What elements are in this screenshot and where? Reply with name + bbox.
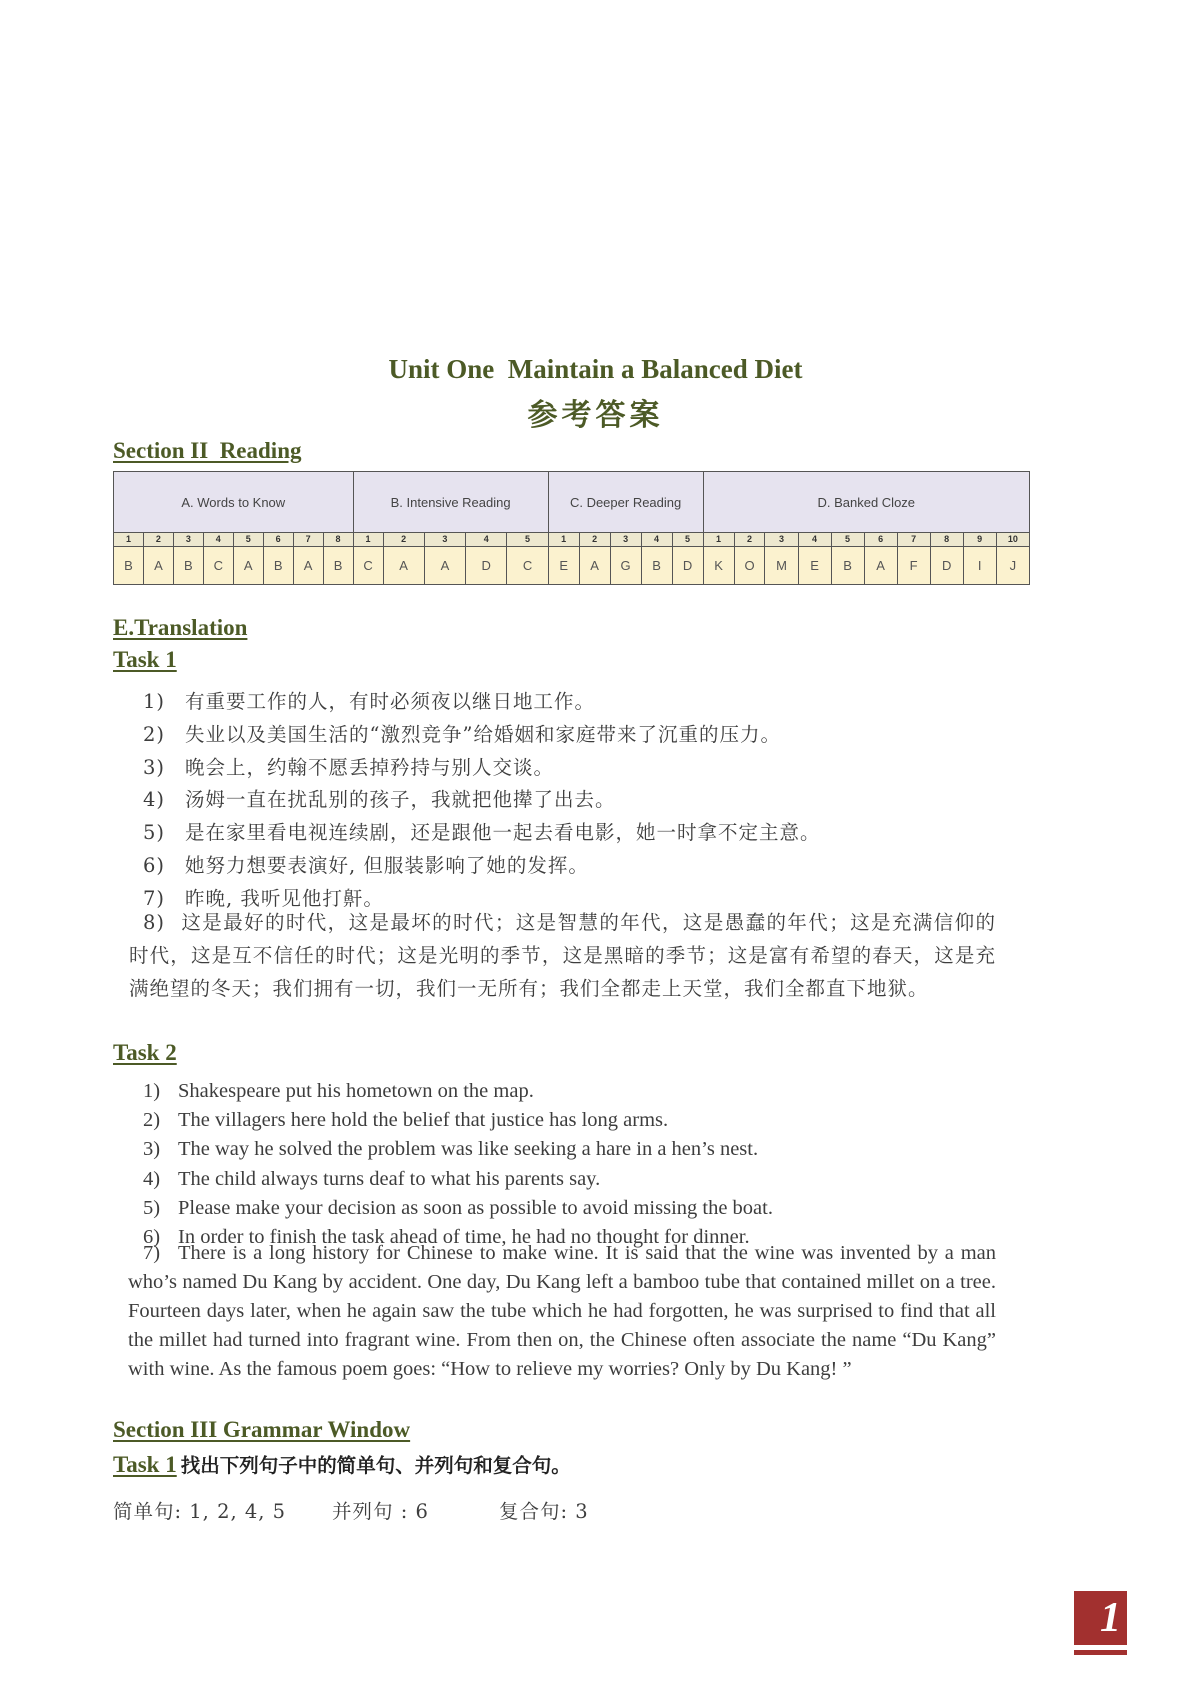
table-group-title: D. Banked Cloze (703, 472, 1029, 533)
question-number-cell: 2 (383, 533, 424, 547)
grammar-task1 (113, 1450, 571, 1478)
task2-item-text: Shakespeare put his hometown on the map. (178, 1080, 534, 1102)
task2-item-text: There is a long history for Chinese to make wine. It is said that the wine was invented by a man who’s named Du Kang by accident. One day, Du Kang left a bamboo tube that contained millet on a tree. Fourteen days later, when he again saw the tube which he had forgotten, he was surprised to find that all the millet had turned into fragrant wine. From then on, the Chinese often associate the name “Du Kang” with wine. As the famous poem goes: “How to relieve my worries? Only by Du Kang! ” (128, 1242, 996, 1380)
answer-cell: A (383, 547, 424, 585)
task1-item-text: 昨晚, 我听见他打鼾。 (185, 886, 384, 910)
question-number-cell: 1 (703, 533, 734, 547)
task1-item-8 (129, 906, 996, 1005)
task2-item-number: 1) (143, 1080, 161, 1102)
task1-item-number: 3) (143, 755, 166, 779)
grammar-task1-instruction: 找出下列句子中的简单句、并列句和复合句。 (180, 1454, 571, 1477)
task2-item-7 (128, 1239, 996, 1384)
task1-item-number: 4) (143, 788, 166, 812)
answer-cell: D (930, 547, 963, 585)
document-title: Unit One Maintain a Balanced Diet (388, 354, 803, 384)
section-heading-reading: Section II Reading (113, 438, 302, 463)
answer-cell: A (579, 547, 610, 585)
task1-item-number: 6) (143, 854, 166, 877)
table-group-title: B. Intensive Reading (353, 472, 548, 533)
task1-item-text: 这是最好的时代，这是最坏的时代；这是智慧的年代，这是愚蠢的年代；这是充满信仰的时代，这是互不信任的时代；这是光明的季节，这是黑暗的季节；这是富有希望的春天，这是充满绝望的冬天；我们拥有一切，我们一无所有；我们全都走上天堂，我们全都直下地狱。 (129, 911, 996, 1000)
answer-cell: C (203, 547, 233, 585)
question-number-cell: 7 (293, 533, 323, 547)
task2-item-number: 3) (143, 1138, 161, 1161)
question-number-cell: 3 (173, 533, 203, 547)
task1-item-text: 晚会上，约翰不愿丢掉矜持与别人交谈。 (185, 755, 555, 779)
answer-cell: A (143, 547, 173, 585)
question-number-cell: 7 (897, 533, 930, 547)
question-number-cell: 4 (798, 533, 831, 547)
answer-cell: B (831, 547, 864, 585)
question-number-cell: 5 (672, 533, 703, 547)
task2-item-text: The child always turns deaf to what his parents say. (178, 1167, 601, 1190)
task2-item (143, 1197, 773, 1220)
task1-heading: Task 1 (113, 647, 177, 672)
task1-item-number: 5) (143, 821, 166, 845)
task1-item-text: 有重要工作的人，有时必须夜以继日地工作。 (185, 690, 596, 713)
task2-heading: Task 2 (113, 1040, 177, 1065)
question-number-cell: 2 (143, 533, 173, 547)
task2-item-number: 2) (143, 1109, 161, 1132)
task1-item (143, 719, 781, 747)
page-number: 1 (1100, 1595, 1121, 1641)
answer-cell: A (293, 547, 323, 585)
question-number-cell: 5 (507, 533, 548, 547)
answer-cell: B (173, 547, 203, 585)
task2-item-number: 5) (143, 1196, 161, 1219)
answer-cell: E (548, 547, 579, 585)
question-number-cell: 1 (114, 533, 144, 547)
task2-item-text: The way he solved the problem was like seeking a hare in a hen’s nest. (178, 1138, 759, 1161)
document-subtitle: 参考答案 (527, 399, 664, 432)
question-number-cell: 9 (963, 533, 996, 547)
question-number-cell: 10 (996, 533, 1029, 547)
answer-cell: G (610, 547, 641, 585)
task2-item (143, 1168, 600, 1191)
answer-cell: B (641, 547, 672, 585)
page-number-rule (1074, 1650, 1127, 1655)
task2-item (143, 1109, 668, 1132)
grammar-task1-label: Task 1 (113, 1452, 177, 1477)
task1-item-text: 失业以及美国生活的“激烈竞争”给婚姻和家庭带来了沉重的压力。 (185, 722, 781, 746)
answer-cell: O (734, 547, 765, 585)
question-number-cell: 6 (263, 533, 293, 547)
answer-cell: E (798, 547, 831, 585)
answer-cell: A (233, 547, 263, 585)
task1-item (143, 850, 589, 878)
complex-sentences-answer: 复合句: 3 (499, 1500, 589, 1523)
task1-item-text: 汤姆一直在扰乱别的孩子，我就把他撵了出去。 (185, 788, 616, 812)
answer-cell: C (507, 547, 548, 585)
section-heading-grammar: Section III Grammar Window (113, 1417, 411, 1442)
question-number-cell: 4 (466, 533, 507, 547)
section-heading-translation: E.Translation (113, 615, 248, 640)
task1-item (143, 686, 595, 714)
table-group-title: C. Deeper Reading (548, 472, 703, 533)
table-number-row (114, 533, 1030, 547)
answer-cell: M (765, 547, 798, 585)
question-number-cell: 5 (831, 533, 864, 547)
answer-cell: B (263, 547, 293, 585)
table-answer-row (114, 547, 1030, 585)
task2-item-text: The villagers here hold the belief that justice has long arms. (178, 1109, 669, 1132)
task1-item-text: 是在家里看电视连续剧，还是跟他一起去看电影，她一时拿不定主意。 (185, 821, 821, 845)
task2-item-text: Please make your decision as soon as possible to avoid missing the boat. (178, 1196, 773, 1219)
question-number-cell: 1 (353, 533, 383, 547)
answer-cell: J (996, 547, 1029, 585)
question-number-cell: 8 (323, 533, 353, 547)
task1-item-text: 她努力想要表演好, 但服装影响了她的发挥。 (185, 854, 589, 877)
table-header-row (114, 472, 1030, 533)
question-number-cell: 4 (641, 533, 672, 547)
task2-item-number: 4) (143, 1167, 161, 1190)
task1-item-number: 1) (143, 690, 166, 713)
task2-item-number: 6) (143, 1226, 161, 1248)
task1-item (143, 784, 616, 812)
answer-cell: I (963, 547, 996, 585)
task1-item-number: 7) (143, 886, 166, 910)
question-number-cell: 4 (203, 533, 233, 547)
answer-cell: A (864, 547, 897, 585)
answer-table (113, 471, 1030, 585)
question-number-cell: 2 (734, 533, 765, 547)
question-number-cell: 5 (233, 533, 263, 547)
answer-cell: C (353, 547, 383, 585)
task2-item (143, 1080, 534, 1103)
question-number-cell: 3 (610, 533, 641, 547)
answer-cell: D (672, 547, 703, 585)
question-number-cell: 3 (765, 533, 798, 547)
simple-sentences-answer: 简单句: 1, 2, 4, 5 (113, 1500, 287, 1523)
answer-cell: D (466, 547, 507, 585)
table-group-title: A. Words to Know (114, 472, 354, 533)
question-number-cell: 6 (864, 533, 897, 547)
page-number-badge (1074, 1591, 1127, 1645)
task2-item-text: In order to finish the task ahead of time, he had no thought for dinner. (178, 1226, 750, 1248)
answer-cell: K (703, 547, 734, 585)
question-number-cell: 2 (579, 533, 610, 547)
task1-item (143, 817, 821, 845)
compound-sentences-answer: 并列句 : 6 (332, 1500, 429, 1523)
task1-item (143, 752, 554, 780)
question-number-cell: 8 (930, 533, 963, 547)
answer-cell: A (424, 547, 465, 585)
task1-item-number: 8) (143, 911, 166, 934)
task2-item (143, 1138, 758, 1161)
question-number-cell: 1 (548, 533, 579, 547)
question-number-cell: 3 (424, 533, 465, 547)
task1-item-number: 2) (143, 722, 166, 746)
task2-item-number: 7) (143, 1242, 161, 1264)
answer-cell: F (897, 547, 930, 585)
answer-cell: B (114, 547, 144, 585)
answer-cell: B (323, 547, 353, 585)
